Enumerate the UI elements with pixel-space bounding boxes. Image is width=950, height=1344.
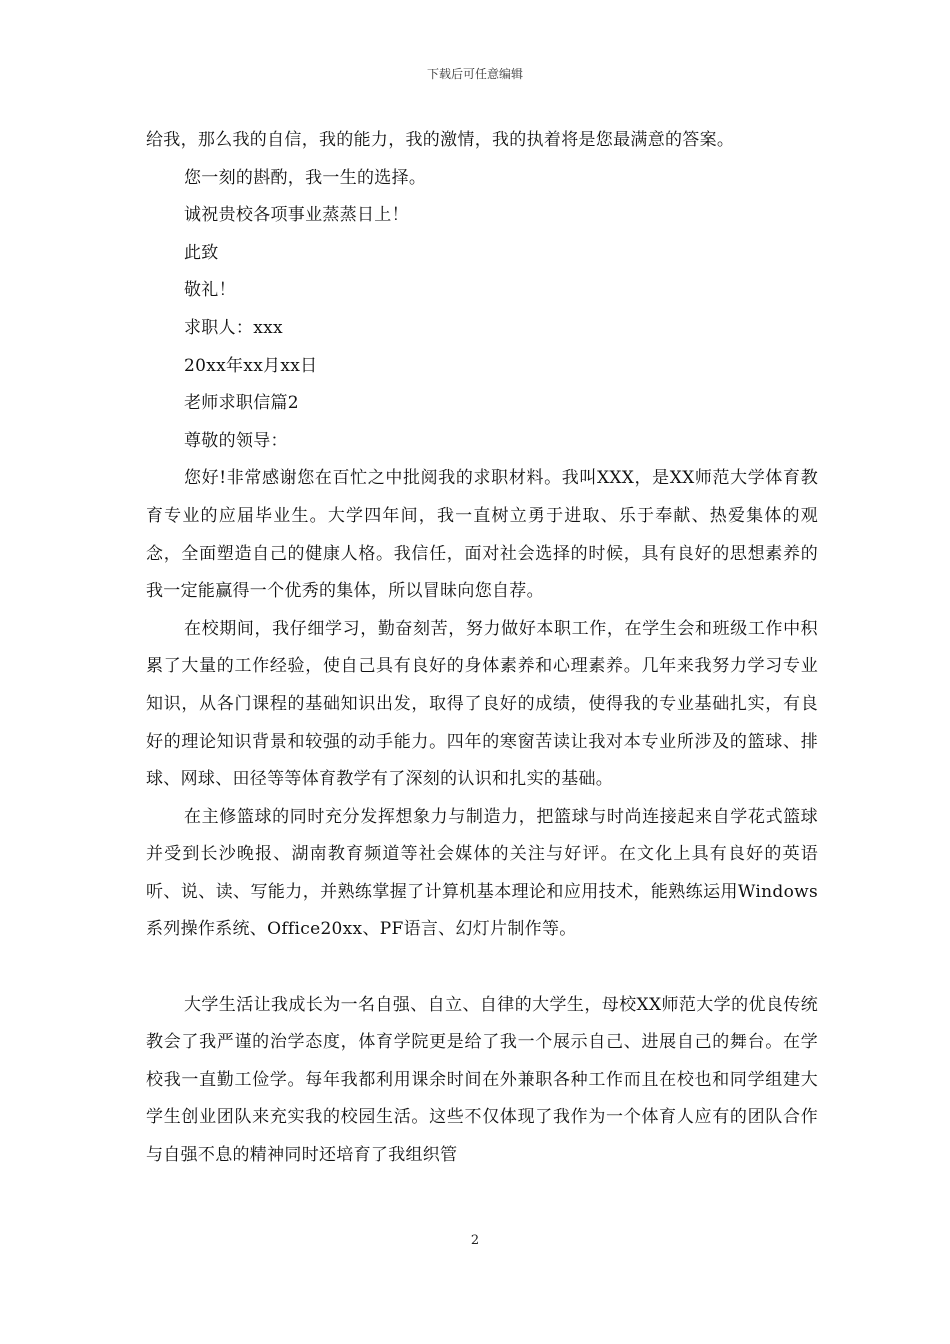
paragraph: 您好!非常感谢您在百忙之中批阅我的求职材料。我叫XXX，是XX师范大学体育教育专业的应届毕业生。大学四年间，我一直树立勇于进取、乐于奉献、热爱集体的观念，全面塑造自己的健康人格。我信任，面对社会选择的时候，具有良好的思想素养的我一定能赢得一个优秀的集体，所以冒昧向您自荐。 (146, 468, 818, 602)
salutation-closing: 此致 (184, 242, 219, 263)
paragraph: 在主修篮球的同时充分发挥想象力与制造力，把篮球与时尚连接起来自学花式篮球并受到长沙晚报、湖南教育频道等社会媒体的关注与好评。在文化上具有良好的英语听、说、读、写能力，并熟练掌握了计算机基本理论和应用技术，能熟练运用Windows系列操作系统、Office20xx、PF语言、幻灯片制作等。 (146, 806, 818, 940)
blank-line (146, 949, 818, 987)
document-body (146, 122, 818, 1175)
page-number: 2 (470, 1233, 480, 1248)
greeting: 尊敬的领导： (184, 430, 288, 451)
salutation-closing: 敬礼！ (184, 280, 236, 301)
paragraph: 在校期间，我仔细学习，勤奋刻苦，努力做好本职工作，在学生会和班级工作中积累了大量的工作经验，使自己具有良好的身体素养和心理素养。几年来我努力学习专业知识，从各门课程的基础知识出发，取得了良好的成绩，使得我的专业基础扎实，有良好的理论知识背景和较强的动手能力。四年的寒窗苦读让我对本专业所涉及的篮球、排球、网球、田径等等体育教学有了深刻的认识和扎实的基础。 (146, 618, 818, 790)
text-line: 给我，那么我的自信，我的能力，我的激情，我的执着将是您最满意的答案。 (146, 130, 735, 150)
signature: 求职人：xxx (184, 317, 283, 338)
page-header: 下载后可任意编辑 (426, 67, 523, 81)
date: 20xx年xx月xx日 (184, 355, 318, 376)
text-line: 诚祝贵校各项事业蒸蒸日上！ (184, 205, 409, 226)
section-title: 老师求职信篇2 (184, 393, 299, 414)
text-line: 您一刻的斟酌，我一生的选择。 (184, 167, 427, 188)
paragraph: 大学生活让我成长为一名自强、自立、自律的大学生，母校XX师范大学的优良传统教会了我严谨的治学态度，体育学院更是给了我一个展示自己、进展自己的舞台。在学校我一直勤工俭学。每年我都利用课余时间在外兼职各种工作而且在校也和同学组建大学生创业团队来充实我的校园生活。这些不仅体现了我作为一个体育人应有的团队合作与自强不息的精神同时还培育了我组织管 (146, 994, 818, 1166)
